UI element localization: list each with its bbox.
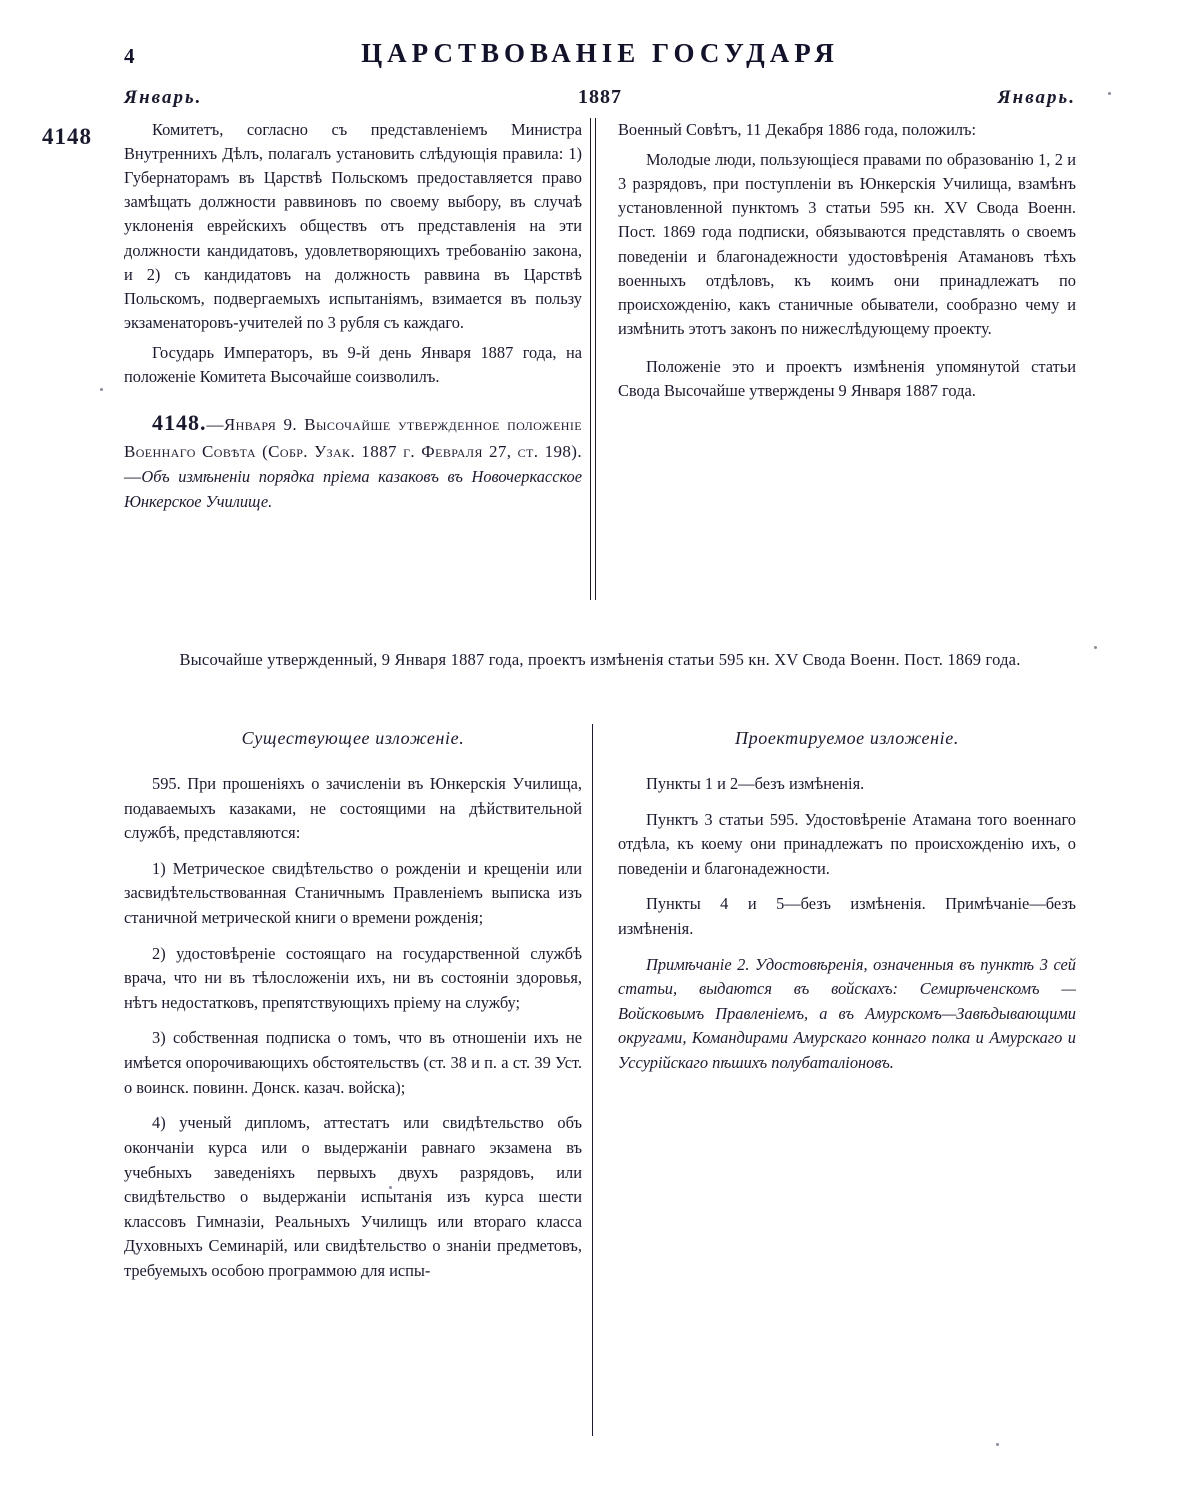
clause-paragraph: 3) собственная подписка о томъ, что въ отношеніи ихъ не имѣется опорочивающихъ обстоятельствъ (ст. 38 и п. а ст. 39 Уст. о воинск. повинн. Донск. казач. войска); [124, 1028, 582, 1097]
comparison-table [124, 728, 1076, 1468]
document-running-title [0, 38, 1200, 69]
clause-paragraph: 4) ученый дипломъ, аттестатъ или свидѣтельство объ окончаніи курса или о выдержаніи равнаго экзамена въ учебныхъ заведеніяхъ первыхъ двухъ разрядовъ, или свидѣтельство о выдержаніи испытанія изъ курса шести классовъ Гимназіи, Реальныхъ Училищъ или втораго класса Духовныхъ Семинарій, или свидѣтельство о знаніи предметовъ, требуемыхъ особою программою для испы- [124, 1113, 582, 1280]
next-entry-number: 4148. [152, 410, 207, 436]
project-caption: Высочайше утвержденный, 9 Января 1887 года, проектъ измѣненія статьи 595 кн. XV Свода Военн. Пост. 1869 года. [179, 650, 1021, 669]
entry-paragraph: Государь Императоръ, въ 9-й день Января 1887 года, на положеніе Комитета Высочайше соизволилъ. [124, 342, 582, 387]
clause-paragraph-note [618, 953, 1076, 1076]
top-columns-block [42, 118, 1076, 618]
top-right-column [618, 118, 1076, 409]
column-divider-rule [590, 118, 596, 600]
top-left-column [42, 118, 582, 520]
column-header-existing: Существующее изложеніе. [241, 728, 465, 748]
scan-speck [1094, 646, 1097, 649]
next-entry-head: —Января 9. Высочайше утвержденное положеніе Военнаго Совѣта (Собр. Узак. 1887 г. Февраля 27, ст. 198).— [124, 415, 582, 486]
clause-paragraph: Пункты 4 и 5—безъ измѣненія. Примѣчаніе—безъ измѣненія. [618, 894, 1076, 939]
running-head-month-left: Январь. [124, 87, 203, 108]
clause-paragraph: 2) удостовѣреніе состоящаго на государственной службѣ врача, что ни въ тѣлосложеніи ихъ, ни въ состояніи здоровья, нѣтъ недостатковъ, препятствующихъ пріему на службу; [124, 943, 582, 1012]
proposed-text-column [618, 772, 1076, 1087]
clause-paragraph: Пункты 1 и 2—безъ измѣненія. [646, 774, 865, 793]
entry-number: 4148 [42, 124, 92, 149]
note-text: Примѣчаніе 2. Удостовѣренія, означенныя въ пунктѣ 3 сей статьи, выдаются въ войскахъ: Семирѣченскомъ — Войсковымъ Правленіемъ, а въ Амурскомъ—Завѣдывающими округами, Командирами Амурскаго коннаго полка и Амурскаго и Уссурійскаго пѣшихъ полубаталіоновъ. [618, 954, 1076, 1073]
running-head-dates [124, 86, 1076, 109]
comparison-divider-rule [592, 724, 593, 1436]
clause-paragraph: 595. При прошеніяхъ о зачисленіи въ Юнкерскія Училища, подаваемыхъ казаками, не состоящими на дѣйствительной службѣ, представляются: [124, 774, 582, 843]
scan-speck [100, 388, 103, 391]
entry-paragraph: Молодые люди, пользующіеся правами по образованію 1, 2 и 3 разрядовъ, при поступленіи въ Юнкерскія Училища, взамѣнъ установленной пунктомъ 3 статьи 595 кн. XV Свода Военн. Пост. 1869 года подписки, обязываются представлять о своемъ поведеніи и благонадежности удостовѣренія Атамановъ тѣхъ военныхъ отдѣловъ, къ коимъ они принадлежатъ по происхожденію, какъ станичные обыватели, сообразно чему и измѣнить этотъ законъ по нижеслѣдующему проекту. [618, 150, 1076, 338]
entry-paragraph: Положеніе это и проектъ измѣненія упомянутой статьи Свода Высочайше утверждены 9 Января 1887 года. [618, 356, 1076, 401]
entry-paragraph: Военный Совѣтъ, 11 Декабря 1886 года, положилъ: [618, 120, 977, 139]
next-entry-title: Объ измѣненіи порядка пріема казаковъ въ Новочеркасское Юнкерское Училище. [124, 466, 582, 511]
existing-text-column [124, 772, 582, 1295]
page-title: ЦАРСТВОВАНІЕ ГОСУДАРЯ [361, 38, 839, 68]
running-head-year: 1887 [578, 86, 622, 108]
clause-paragraph: 1) Метрическое свидѣтельство о рожденіи и крещеніи или засвидѣтельствованная Станичнымъ Правленіемъ выписка изъ станичной метрической книги о времени рожденія; [124, 858, 582, 928]
entry-paragraph: Комитетъ, согласно съ представленіемъ Министра Внутреннихъ Дѣлъ, полагалъ установить слѣдующія правила: 1) Губернаторамъ въ Царствѣ Польскомъ предоставляется право замѣщать должности раввиновъ по своему выбору, въ случаѣ уклоненія еврейскихъ обществъ отъ представленія на эти должности кандидатовъ, удовлетворяющихъ требованію закона, и 2) съ кандидатовъ на должность раввина въ Царствѣ Польскомъ, подвергаемыхъ испытаніямъ, взимается въ пользу экзаменаторовъ-учителей по 3 рубля съ каждаго. [124, 120, 582, 332]
page-folio-number: 4 [124, 44, 135, 68]
running-head-month-right: Январь. [997, 87, 1076, 108]
scan-speck [1108, 92, 1111, 95]
clause-paragraph: Пунктъ 3 статьи 595. Удостовѣреніе Атамана того военнаго отдѣла, къ коему они принадлежатъ по происхожденію ихъ, о поведеніи и благонадежности. [618, 809, 1076, 878]
column-header-proposed: Проектируемое изложеніе. [735, 728, 959, 748]
